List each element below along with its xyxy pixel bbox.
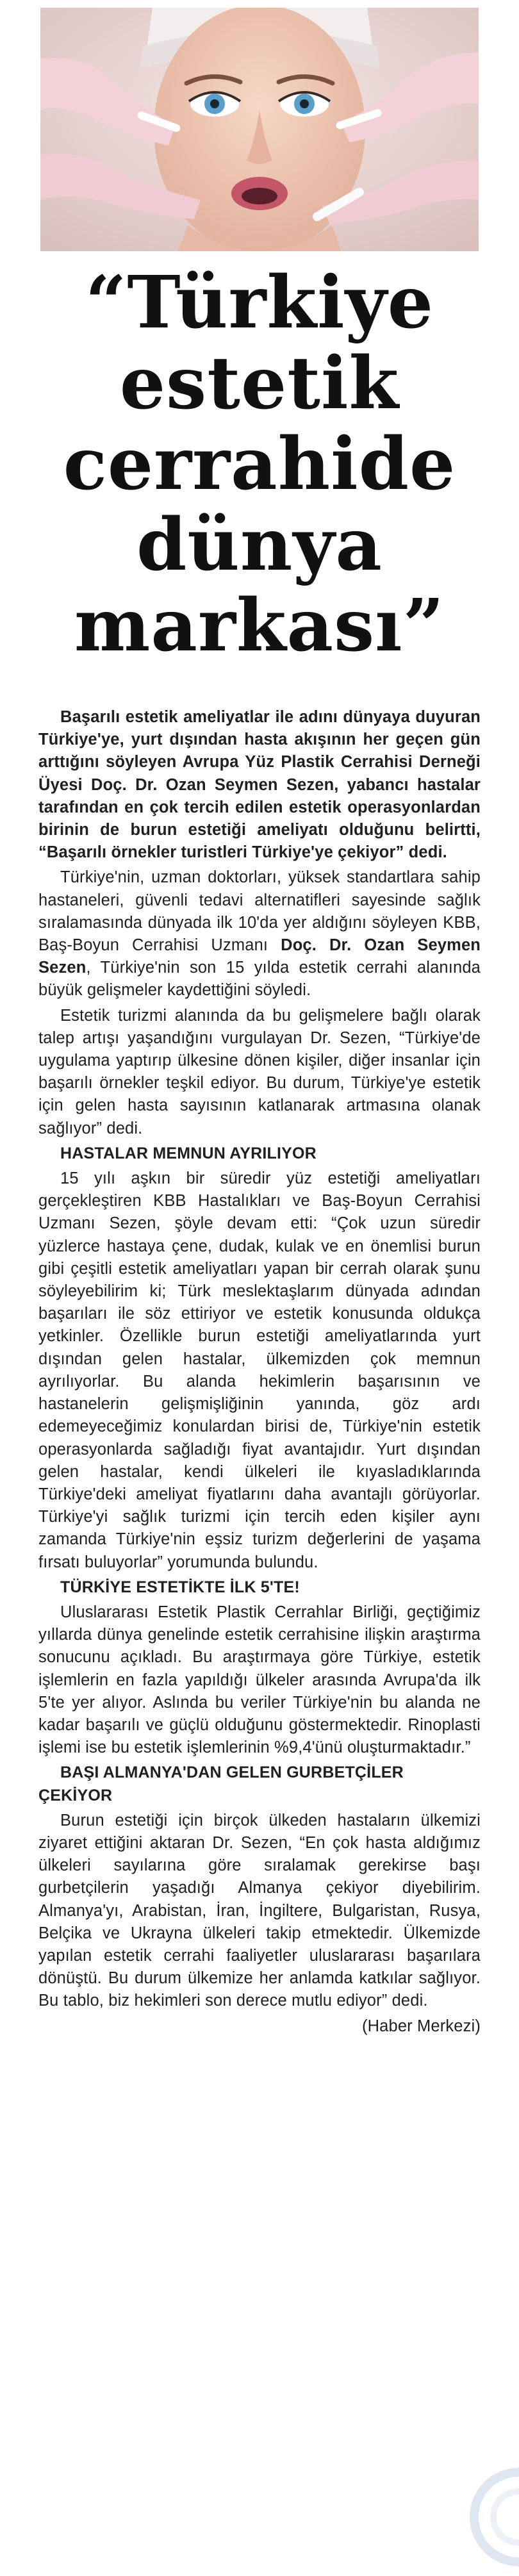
paragraph-6: Burun estetiği için birçok ülkeden hastaların ülkemizi ziyaret ettiğini aktaran Dr. Sezen, “En çok hasta aldığımız ülkeleri sayılarına göre sıralamak gerekirse başı gurbetçilerin yaşadığı Almanya çekiyor diyebilirim. Almanya'yı, Arabistan, İran, İngiltere, Bulgaristan, Rusya, Belçika ve Ukrayna ülkeleri takip etmektedir. Ülkemizde yapılan estetik cerrahi faaliyetler uluslararası başarılara dönüştü. Bu durum ülkemize her anlamda katkılar sağlıyor. Bu tablo, biz hekimleri son derece mutlu ediyor” dedi. [38, 1811, 481, 2010]
watermark-icon [460, 2440, 519, 2576]
paragraph-5: Uluslararası Estetik Plastik Cerrahlar Birliği, geçtiğimiz yıllarda dünya genelinde estetik cerrahisine ilişkin araştırma sonucunu açıkladı. Bu araştırmaya göre Türkiye, estetik işlemlerin en fazla yapıldığı ülkeler arasında Avrupa'da ilk 5'te yer alıyor. Aslında bu veriler Türkiye'nin bu alanda ne kadar başarılı ve güçlü olduğunu göstermektedir. Rinoplasti işlemi ise bu estetik işlemlerinin %9,4'ünü oluşturmaktadır.” [38, 1603, 481, 1757]
news-credit: (Haber Merkezi) [361, 2017, 481, 2035]
article-body [38, 706, 481, 2040]
woman-face-treatment-illustration [40, 8, 479, 251]
doctor-name: Doç. Dr. Ozan Seymen Sezen [38, 936, 481, 977]
article-photo [40, 8, 479, 251]
paragraph-2 [38, 866, 481, 1002]
paragraph-3: Estetik turizmi alanında da bu gelişmelere bağlı olarak talep artışı yaşandığını vurgulayan Dr. Sezen, “Türkiye'de uygulama yaptırıp ülkesine dönen kişiler, diğer insanlar için başarılı örnekler teşkil ediyor. Bu durum, Türkiye'ye estetik için gelen hasta sayısının katlanarak artmasına olanak sağlıyor” dedi. [38, 1006, 481, 1137]
subheading-top-five: TÜRKİYE ESTETİKTE İLK 5'TE! [60, 1578, 300, 1596]
paragraph-4: 15 yılı aşkın bir süredir yüz estetiği ameliyatları gerçekleştiren KBB Hastalıkları ve Baş-Boyun Cerrahisi Uzmanı Sezen, şöyle devam etti: “Çok uzun süredir yüzlerce hastaya çene, dudak, kulak ve en önemlisi burun gibi çeşitli estetik ameliyatları yapan bir cerrah olarak şunu söyleyebilirim ki; Türk meslektaşlarım dünyada adından başarıları ile söz ettiriyor ve estetik konusunda oldukça yetkinler. Özellikle burun estetiği ameliyatlarında yurt dışından gelen hastalar, ülkemizden çok memnun ayrılıyorlar. Bu alanda hekimlerin başarısının ve hastanelerin gelişmişliğinin yanında, göz ardı edemeyeceğimiz konulardan birisi de, Türkiye'nin estetik operasyonlarda sağladığı fiyat avantajıdır. Yurt dışından gelen hastalar, kendi ülkeleri ile kıyasladıklarında Türkiye'deki ameliyat fiyatlarını daha avantajlı görüyorlar. Türkiye'yi sağlık turizmi için tercih eden kişiler aynı zamanda Türkiye'nin eşsiz turizm değerlerini de yaşama fırsatı buluyorlar” yorumunda bulundu. [38, 1169, 481, 1571]
lead-paragraph: Başarılı estetik ameliyatlar ile adını dünyaya duyuran Türkiye'ye, yurt dışından hasta akışının her geçen gün arttığını söyleyen Avrupa Yüz Plastik Cerrahisi Derneği Üyesi Doç. Dr. Ozan Seymen Sezen, yabancı hastalar tarafından en çok tercih edilen estetik operasyonlardan birinin de burun estetiği ameliyatı olduğunu belirtti, “Başarılı örnekler turistleri Türkiye'ye çekiyor” dedi. [38, 708, 481, 862]
subheading-satisfied-patients: HASTALAR MEMNUN AYRILIYOR [60, 1144, 317, 1162]
paragraph-2-text-b: , Türkiye'nin son 15 yılda estetik cerrahi alanında büyük gelişmeler kaydettiğini söyledi. [38, 959, 481, 1000]
paragraph-2-text-a: Türkiye'nin, uzman doktorları, yüksek standartlara sahip hastaneleri, güvenli tedavi alternatifleri sayesinde sağlık sıralamasında dünyada ilk 10'da yer aldığını söyleyen KBB, Baş-Boyun Cerrahisi Uzmanı [38, 868, 481, 955]
headline: “Türkiye estetik cerrahide dünya markası” [63, 261, 456, 668]
subheading-germany: BAŞI ALMANYA'DAN GELEN GURBETÇİLER ÇEKİYOR [38, 1763, 404, 1804]
